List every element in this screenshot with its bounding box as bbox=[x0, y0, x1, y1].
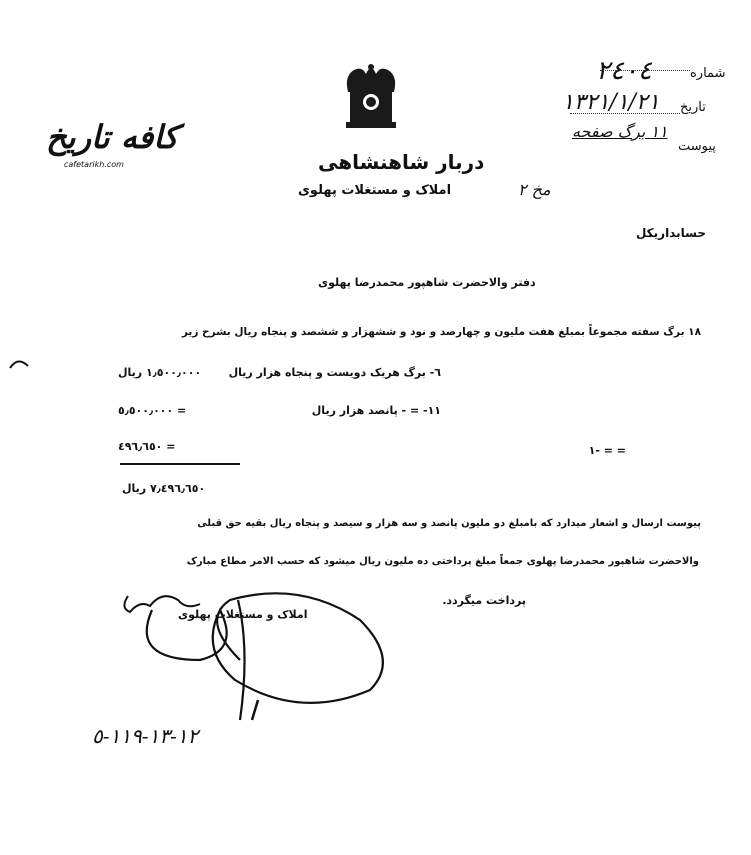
amount-2: ٥٫٥٠٠٫٠٠٠ = bbox=[118, 404, 187, 417]
subject-line: دفتر والاحضرت شاهپور محمدرضا پهلوی bbox=[318, 276, 536, 289]
body-line-1: ١٨ برگ سفته مجموعاً بمبلغ هفت ملیون و چهارصد و نود و ششهزار و ششصد و پنجاه ریال بشرح زیر bbox=[181, 326, 701, 338]
body-line-3: ١١- = - پانصد هزار ریال bbox=[311, 404, 441, 417]
date-value: ١٣٢١/١/٢١ bbox=[562, 90, 660, 115]
department-title: املاک و مستغلات پهلوی bbox=[298, 183, 452, 198]
total-amount: ٧٫٤٩٦٫٦٥٠ ریال bbox=[122, 482, 206, 495]
number-label: شماره bbox=[690, 66, 726, 81]
body-line-4: ١- = = bbox=[588, 444, 626, 457]
margin-note: مخ ٢ bbox=[518, 180, 551, 199]
closing-line-3: پرداخت میگردد. bbox=[442, 594, 526, 607]
court-title: دربار شاهنشاهی bbox=[318, 150, 485, 174]
recipient: حسابداریکل bbox=[635, 226, 706, 240]
amount-3: ٤٩٦٫٦٥٠ = bbox=[118, 440, 176, 453]
signature-block-title: املاک و مستغلات پهلوی bbox=[178, 608, 308, 621]
closing-line-1: پیوست ارسال و اشعار میدارد که بامبلغ دو ملیون پانصد و سه هزار و سیصد و پنجاه ریال بقیه حق قبلی bbox=[197, 518, 701, 529]
body-line-2: ٦- برگ هریک دویست و پنجاه هزار ریال bbox=[228, 366, 441, 379]
attachment-label: پیوست bbox=[678, 139, 716, 154]
watermark-url: cafetarikh.com bbox=[64, 160, 124, 169]
amount-1: ١٫٥٠٠٫٠٠٠ ریال bbox=[118, 366, 202, 379]
registry-stamp: ١٢-١٣-١١٩-٥ bbox=[92, 724, 199, 748]
attachment-value: ١١ برگ صفحه bbox=[572, 122, 668, 141]
closing-line-2: والاحضرت شاهپور محمدرضا پهلوی جمعاً مبلغ پرداختی ده ملیون ریال میشود که حسب الامر مطاع مبارک bbox=[186, 556, 699, 567]
watermark-brand: کافه تاریخ bbox=[46, 118, 179, 156]
number-value: ٢٤٠٤ bbox=[596, 56, 652, 86]
date-label: تاریخ bbox=[680, 100, 706, 115]
